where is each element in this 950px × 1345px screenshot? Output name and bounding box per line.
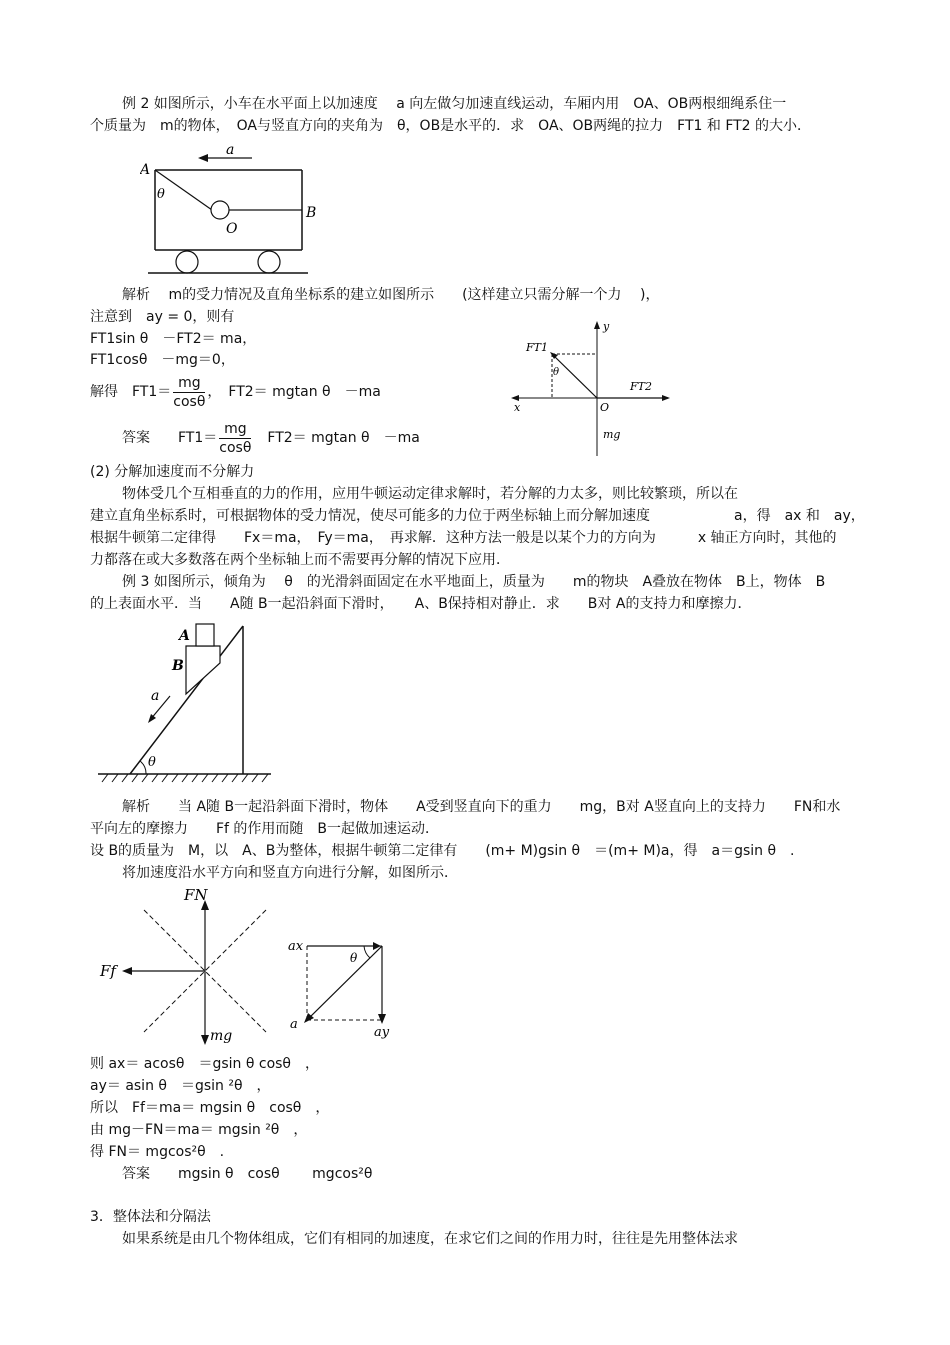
block-a-label: A <box>179 628 190 644</box>
ex3-result-1: 则 ax＝ acosθ ＝gsin θ cosθ ， <box>90 1056 319 1072</box>
ex2-eq1: FT1sin θ －FT2＝ ma， <box>90 331 257 347</box>
ex3-analysis-4: 将加速度沿水平方向和竖直方向进行分解，如图所示． <box>122 865 458 881</box>
sec2-p1: 物体受几个互相垂直的力的作用，应用牛顿运动定律求解时，若分解的力太多，则比较繁琐，所以在 <box>122 486 738 502</box>
ex3-analysis-3: 设 B的质量为 M，以 A、B为整体，根据牛顿第二定律有 (m+ M)gsin θ ＝(m+ M)a，得 a＝gsin θ . <box>90 843 795 859</box>
incline-figure <box>96 618 276 792</box>
cart-point-a: A <box>140 162 151 178</box>
incline-theta: θ <box>148 755 156 770</box>
ex2-line1: 例 2 如图所示，小车在水平面上以加速度 a 向左做匀加速直线运动，车厢内用 OA、OB两根细绳系住一 <box>122 96 787 112</box>
axis-y-label: y <box>603 320 610 333</box>
ex3-analysis-2: 平向左的摩擦力 Ff 的作用而随 B一起做加速运动． <box>90 821 440 837</box>
ex2-answer: 答案 FT1＝ $\frac{mg}{\cos\theta}$ FT2＝ mgtan θ －ma <box>122 420 420 456</box>
cart-figure <box>140 140 320 284</box>
incline-accel-label: a <box>151 688 160 704</box>
answer-fraction: $\frac{mg}{\cos\theta}$ <box>219 420 252 456</box>
ex2-analysis: 解析 m的受力情况及直角坐标系的建立如图所示 (这样建立只需分解一个力 )， <box>122 287 660 303</box>
ex2-line2: 个质量为 m的物体， OA与竖直方向的夹角为 θ，OB是水平的．求 OA、OB两绳的拉力 FT1 和 FT2 的大小． <box>90 118 812 134</box>
cart-point-o: O <box>226 221 238 237</box>
ex2-eq2: FT1cosθ －mg＝0， <box>90 352 235 368</box>
fn-label: FN <box>184 886 208 904</box>
ex3-analysis-1: 解析 当 A随 B一起沿斜面下滑时，物体 A受到竖直向下的重力 mg，B对 A竖直向上的支持力 FN和水 <box>122 799 841 815</box>
force-theta: θ <box>553 367 560 378</box>
sec2-p4: 力都落在或大多数落在两个坐标轴上而不需要再分解的情况下应用． <box>90 552 510 568</box>
cart-accel-label: a <box>226 142 235 158</box>
cart-theta: θ <box>157 187 165 202</box>
force-diagram-1 <box>508 318 678 462</box>
block-b-label: B <box>172 658 184 674</box>
cart-point-b: B <box>306 205 317 221</box>
sec2-p3: 根据牛顿第二定律得 Fx＝ma， Fy＝ma， 再求解．这种方法一般是以某个力的方向为 x 轴正方向时，其他的 <box>90 530 837 546</box>
ex2-solution: 解得 FT1＝ $\frac{mg}{\cos\theta}$ ， FT2＝ mgtan θ －ma <box>90 374 381 410</box>
decomp-theta: θ <box>350 951 358 965</box>
ex3-result-4: 由 mg－FN＝ma＝ mgsin ²θ ， <box>90 1122 308 1138</box>
sec2-title: (2) 分解加速度而不分解力 <box>90 464 255 480</box>
ex3-result-3: 所以 Ff＝ma＝ mgsin θ cosθ ， <box>90 1100 330 1116</box>
ex3-result-2: ay＝ asin θ ＝gsin ²θ ， <box>90 1078 271 1094</box>
sec3-title: 3．整体法和分隔法 <box>90 1209 211 1225</box>
sec3-p1: 如果系统是由几个物体组成，它们有相同的加速度，在求它们之间的作用力时，往往是先用整体法求 <box>122 1231 738 1247</box>
axis-x-label: x <box>514 401 521 414</box>
origin-label: O <box>600 401 610 414</box>
force-diagram-2 <box>94 882 274 1051</box>
ft1-label: FT1 <box>526 341 548 354</box>
ex3-result-5: 得 FN＝ mgcos²θ . <box>90 1144 225 1160</box>
a-label: a <box>290 1017 298 1032</box>
ay-label: ay <box>374 1025 390 1040</box>
ff-label: Ff <box>100 962 116 980</box>
sec2-p2: 建立直角坐标系时，可根据物体的受力情况，使尽可能多的力位于两坐标轴上而分解加速度 a，得 ax 和 ay， <box>90 508 865 524</box>
ft2-label: FT2 <box>630 380 652 393</box>
mg-label-2: mg <box>210 1028 233 1044</box>
accel-decomposition <box>282 932 402 1051</box>
ex2-note: 注意到 ay = 0，则有 <box>90 309 235 325</box>
ex3-line2: 的上表面水平．当 A随 B一起沿斜面下滑时， A、B保持相对静止．求 B对 A的支持力和摩擦力． <box>90 596 752 612</box>
solution-fraction: $\frac{mg}{\cos\theta}$ <box>173 374 206 410</box>
ex3-line1: 例 3 如图所示，倾角为 θ 的光滑斜面固定在水平地面上，质量为 m的物块 A叠放在物体 B上，物体 B <box>122 574 826 590</box>
ax-label: ax <box>288 939 304 954</box>
mg-label: mg <box>603 428 621 441</box>
ex3-answer: 答案 mgsin θ cosθ mgcos²θ <box>122 1166 373 1182</box>
